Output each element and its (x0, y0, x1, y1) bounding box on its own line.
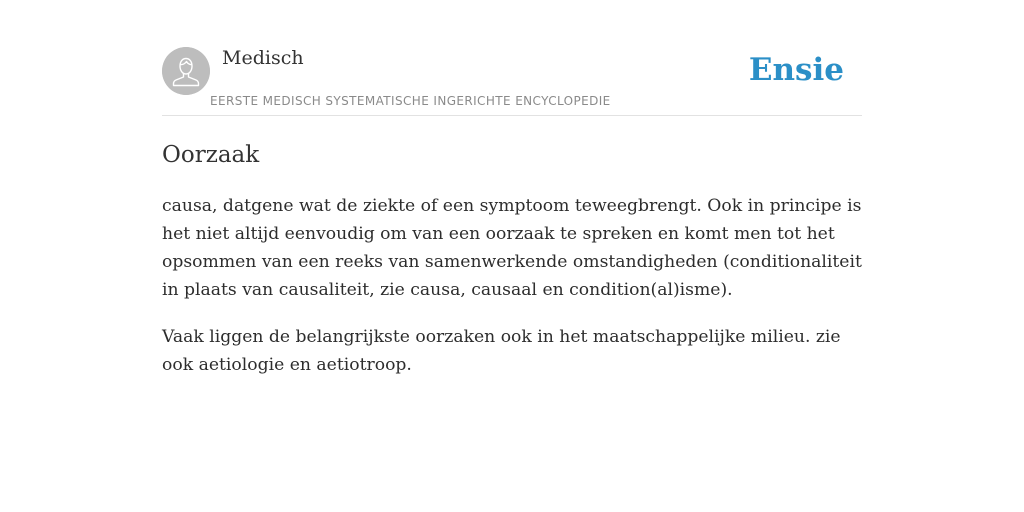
ensie-logo[interactable]: Ensie (748, 52, 844, 88)
article-body (162, 192, 862, 398)
article-title: Oorzaak (162, 142, 260, 168)
article-paragraph: causa, datgene wat de ziekte of een symptoom teweegbrengt. Ook in principe is het niet altijd eenvoudig om van een oorzaak te spreken en komt men tot het opsommen van een reeks van samenwerkende omstandigheden (conditionaliteit in plaats van causaliteit, zie causa, causaal en condition(al)isme). (162, 196, 862, 300)
article-container (162, 0, 862, 375)
source-name[interactable]: Medisch (222, 47, 304, 69)
user-avatar-icon (162, 47, 210, 95)
source-subtitle: EERSTE MEDISCH SYSTEMATISCHE INGERICHTE ENCYCLOPEDIE (210, 94, 611, 108)
avatar[interactable] (162, 47, 210, 95)
article-paragraph: Vaak liggen de belangrijkste oorzaken ook in het maatschappelijke milieu. zie ook aetiologie en aetiotroop. (162, 327, 841, 375)
source-header (162, 0, 862, 116)
